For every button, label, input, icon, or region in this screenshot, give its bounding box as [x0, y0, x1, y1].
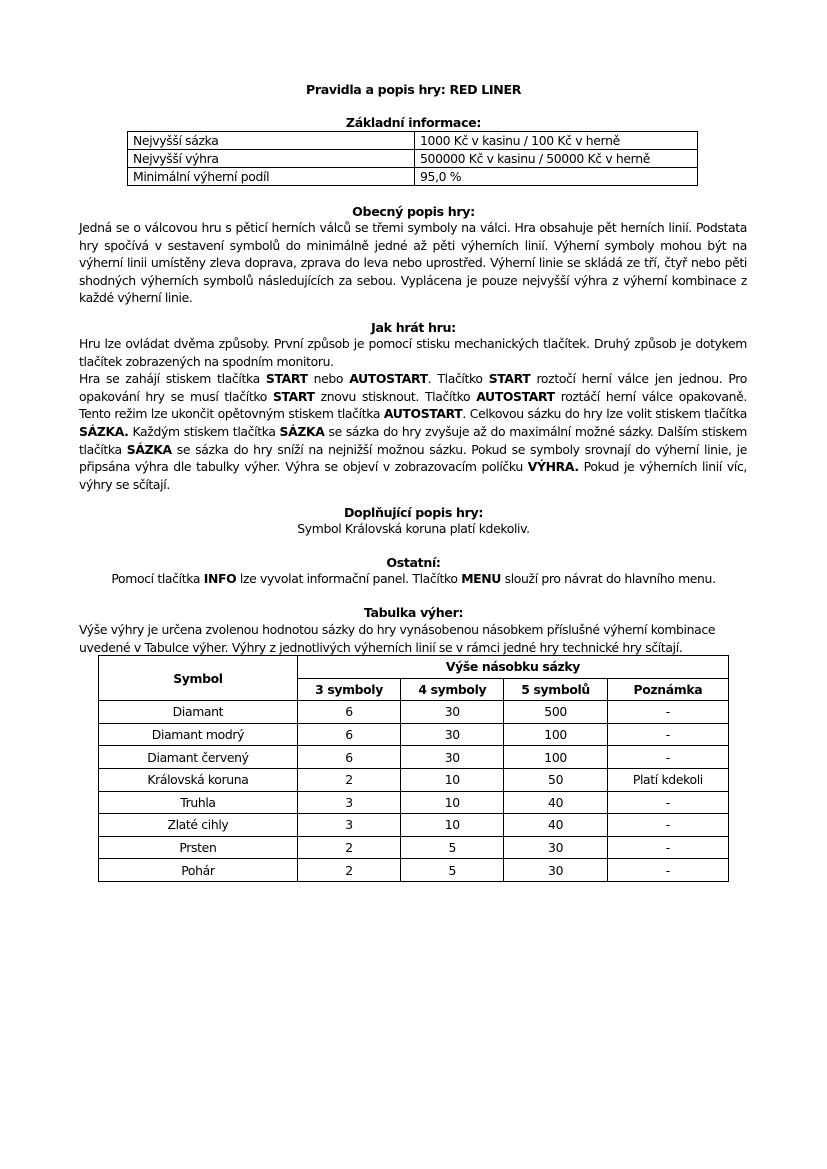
cell-note: - [607, 859, 728, 882]
cell-5-symbols: 40 [504, 814, 607, 837]
table-row [99, 814, 729, 837]
bold-term: START [272, 388, 315, 404]
column-group-header: Výše násobku sázky [297, 656, 728, 679]
how-to-play-heading: Jak hrát hru: [371, 320, 456, 335]
text-run: roztočí herní válce jen jednou. Pro opakování hry se musí tlačítko [79, 371, 748, 404]
cell-4-symbols: 30 [401, 701, 504, 724]
other-text [0, 571, 827, 586]
cell-4-symbols: 30 [401, 723, 504, 746]
bold-term: AUTOSTART [349, 371, 428, 387]
bold-term: MENU [461, 571, 502, 586]
column-header-3: 3 symboly [297, 678, 400, 701]
table-row [99, 723, 729, 746]
table-row [99, 836, 729, 859]
column-header-4: 4 symboly [401, 678, 504, 701]
bold-term: SÁZKA [126, 441, 172, 457]
bold-term: START [488, 371, 531, 387]
basic-info-table [127, 131, 698, 186]
table-row [128, 132, 698, 150]
paytable [98, 655, 729, 882]
how-to-play-text-1: Hru lze ovládat dvěma způsoby. První způsob je pomocí stisku mechanických tlačítek. Druhý způsob je dotykem tlačítek zobrazených na spodním monitoru. [79, 336, 747, 369]
bold-term: AUTOSTART [383, 406, 463, 422]
text-run: Hra se zahájí stiskem tlačítka [79, 371, 266, 387]
how-to-play-paragraph [79, 335, 747, 493]
table-row [128, 168, 698, 186]
table-row [99, 746, 729, 769]
cell-note: - [607, 701, 728, 724]
text-run: lze vyvolat informační panel. Tlačítko [236, 571, 462, 586]
cell-3-symbols: 6 [297, 723, 400, 746]
bold-term: INFO [203, 571, 237, 586]
column-header-note: Poznámka [607, 678, 728, 701]
cell-3-symbols: 6 [297, 701, 400, 724]
basic-info-heading: Základní informace: [345, 115, 482, 130]
cell-4-symbols: 5 [401, 859, 504, 882]
text-run: nebo [307, 371, 350, 387]
text-run: znovu stisknout. Tlačítko [314, 388, 477, 404]
info-value: 1000 Kč v kasinu / 100 Kč v herně [415, 132, 698, 150]
info-label: Minimální výherní podíl [128, 168, 415, 186]
paytable-body [99, 701, 729, 882]
text-run: slouží pro návrat do hlavního menu. [501, 571, 716, 586]
table-row [99, 768, 729, 791]
column-header-symbol: Symbol [99, 656, 298, 701]
cell-symbol: Diamant červený [99, 746, 298, 769]
cell-4-symbols: 10 [401, 791, 504, 814]
cell-note: - [607, 791, 728, 814]
cell-symbol: Pohár [99, 859, 298, 882]
cell-3-symbols: 3 [297, 814, 400, 837]
cell-note: - [607, 836, 728, 859]
bold-term: AUTOSTART [476, 388, 555, 404]
cell-4-symbols: 10 [401, 814, 504, 837]
cell-4-symbols: 10 [401, 768, 504, 791]
text-run: se sázka do hry sníží na nejnižší možnou sázku. Pokud se symboly srovnají do výherní linie, je připsána výhra dle tabulky výher. Výhra se objeví v zobrazovacím políčku [79, 441, 747, 475]
cell-5-symbols: 30 [504, 859, 607, 882]
supplementary-text: Symbol Královská koruna platí kdekoliv. [297, 521, 530, 536]
cell-3-symbols: 3 [297, 791, 400, 814]
bold-term: VÝHRA. [527, 459, 579, 475]
cell-3-symbols: 2 [297, 859, 400, 882]
table-row [128, 150, 698, 168]
paytable-text: Výše výhry je určena zvolenou hodnotou sázky do hry vynásobenou násobkem příslušné výherní kombinace uvedené v Tabulce výher. Výhry z jednotlivých výherních linií se v rámci jedné hry technické hry sčítají. [79, 622, 716, 655]
cell-symbol: Diamant [99, 701, 298, 724]
text-run: Pokud je výherních linií víc, výhry se sčítají. [79, 459, 747, 492]
info-value: 95,0 % [415, 168, 698, 186]
text-run: . Tlačítko [427, 371, 489, 387]
bold-term: START [265, 371, 308, 387]
cell-3-symbols: 6 [297, 746, 400, 769]
general-paragraph [79, 219, 747, 307]
cell-4-symbols: 30 [401, 746, 504, 769]
cell-note: - [607, 723, 728, 746]
table-row [99, 791, 729, 814]
cell-5-symbols: 100 [504, 723, 607, 746]
document-title: Pravidla a popis hry: RED LINER [305, 82, 522, 97]
column-header-5: 5 symbolů [504, 678, 607, 701]
info-label: Nejvyšší výhra [128, 150, 415, 168]
cell-5-symbols: 100 [504, 746, 607, 769]
cell-5-symbols: 30 [504, 836, 607, 859]
cell-5-symbols: 40 [504, 791, 607, 814]
general-heading: Obecný popis hry: [352, 204, 475, 219]
paytable-intro [79, 621, 747, 656]
cell-note: - [607, 814, 728, 837]
cell-symbol: Zlaté cihly [99, 814, 298, 837]
text-run: se sázka do hry zvyšuje až do maximální možné sázky. Dalším stiskem tlačítka [79, 423, 747, 457]
info-label: Nejvyšší sázka [128, 132, 415, 150]
other-heading: Ostatní: [386, 555, 441, 570]
bold-term: SÁZKA [279, 423, 325, 439]
cell-symbol: Diamant modrý [99, 723, 298, 746]
general-text: Jedná se o válcovou hru s pěticí herních válců se třemi symboly na válci. Hra obsahuje pět herních linií. Podstata hry spočívá v sestavení symbolů do minimálně jedné až pěti výherních linií. Výherní symboly mohou být na výherní linii umístěny zleva doprava, zprava do leva nebo uprostřed. Výherní linie se skládá ze tří, čtyř nebo pěti shodných výherních symbolů následujících za sebou. Vyplácena je pouze nejvyšší výhra z výherní kombinace z každé výherní linie. [79, 220, 747, 306]
cell-note: Platí kdekoli [607, 768, 728, 791]
text-run: roztáčí herní válce opakovaně. Tento režim lze ukončit opětovným stiskem tlačítka [79, 388, 748, 422]
text-run: . Celkovou sázku do hry lze volit stiskem tlačítka [462, 406, 747, 422]
text-run: Pomocí tlačítka [111, 571, 204, 586]
cell-symbol: Truhla [99, 791, 298, 814]
how-to-play-text-2 [79, 370, 747, 493]
info-value: 500000 Kč v kasinu / 50000 Kč v herně [415, 150, 698, 168]
paytable-heading: Tabulka výher: [363, 605, 464, 620]
cell-symbol: Prsten [99, 836, 298, 859]
cell-5-symbols: 50 [504, 768, 607, 791]
text-run: Každým stiskem tlačítka [128, 423, 280, 439]
bold-term: SÁZKA. [79, 423, 129, 439]
table-row [99, 701, 729, 724]
table-header-row [99, 656, 729, 679]
cell-symbol: Královská koruna [99, 768, 298, 791]
supplementary-heading: Doplňující popis hry: [343, 505, 484, 520]
cell-5-symbols: 500 [504, 701, 607, 724]
cell-note: - [607, 746, 728, 769]
cell-3-symbols: 2 [297, 836, 400, 859]
table-row [99, 859, 729, 882]
cell-3-symbols: 2 [297, 768, 400, 791]
cell-4-symbols: 5 [401, 836, 504, 859]
